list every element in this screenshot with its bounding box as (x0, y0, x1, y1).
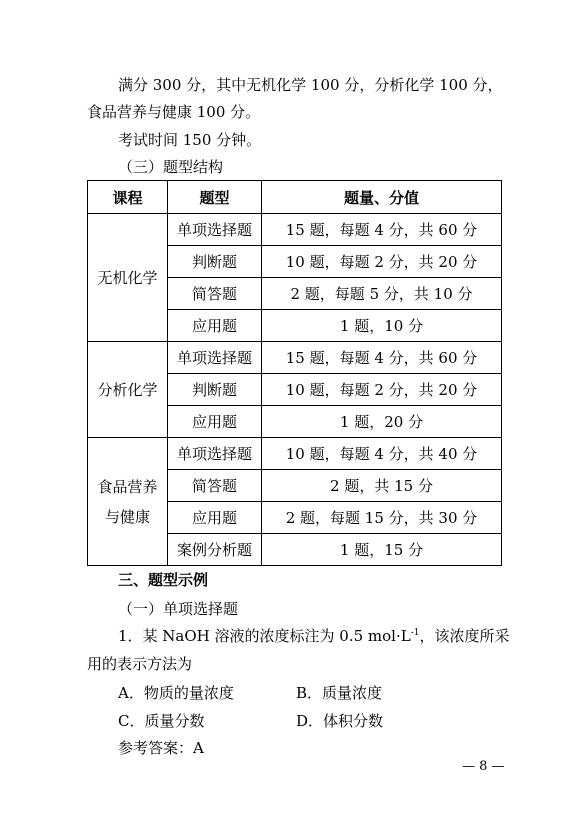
table-row (88, 342, 502, 374)
option-c: C．质量分数 (118, 712, 205, 730)
score-cell: 1 题，20 分 (262, 406, 502, 438)
score-cell: 2 题，共 15 分 (262, 470, 502, 502)
intro-line-2: 食品营养与健康 100 分。 (87, 103, 261, 121)
score-cell: 1 题，15 分 (262, 534, 502, 566)
type-cell: 案例分析题 (168, 534, 262, 566)
header-type: 题型 (168, 181, 262, 214)
question-1-line-2: 用的表示方法为 (87, 655, 193, 673)
score-cell: 10 题，每题 2 分，共 20 分 (262, 374, 502, 406)
intro-line-3: 考试时间 150 分钟。 (118, 131, 262, 149)
question-structure-table (87, 180, 502, 566)
course-line-1: 食品营养 (97, 477, 158, 496)
type-cell: 判断题 (168, 246, 262, 278)
score-cell: 2 题，每题 5 分，共 10 分 (262, 278, 502, 310)
course-line-2: 与健康 (104, 507, 150, 526)
type-cell: 单项选择题 (168, 438, 262, 470)
table-row (88, 438, 502, 470)
type-cell: 应用题 (168, 406, 262, 438)
course-cell (88, 438, 168, 566)
intro-line-1: 满分 300 分，其中无机化学 100 分，分析化学 100 分， (118, 76, 503, 94)
page-number: — 8 — (462, 759, 505, 774)
option-a: A．物质的量浓度 (118, 684, 234, 702)
type-cell: 应用题 (168, 310, 262, 342)
question-1-prefix: 1．某 NaOH 溶液的浓度标注为 0.5 mol·L (118, 627, 411, 645)
option-d: D．体积分数 (296, 712, 384, 730)
question-1-superscript: -1 (410, 628, 420, 638)
table-row (88, 214, 502, 246)
score-cell: 10 题，每题 4 分，共 40 分 (262, 438, 502, 470)
question-1-suffix: ，该浓度所采 (419, 627, 510, 645)
score-cell: 2 题，每题 15 分，共 30 分 (262, 502, 502, 534)
type-cell: 单项选择题 (168, 342, 262, 374)
type-cell: 应用题 (168, 502, 262, 534)
type-cell: 简答题 (168, 278, 262, 310)
subsection-1-title: （一）单项选择题 (118, 600, 239, 618)
score-cell: 15 题，每题 4 分，共 60 分 (262, 214, 502, 246)
header-score: 题量、分值 (262, 181, 502, 214)
score-cell: 10 题，每题 2 分，共 20 分 (262, 246, 502, 278)
course-cell: 分析化学 (88, 342, 168, 438)
answer-line: 参考答案：A (118, 739, 204, 757)
option-b: B．质量浓度 (296, 684, 383, 702)
question-1-line-1 (118, 626, 510, 646)
type-cell: 单项选择题 (168, 214, 262, 246)
course-cell: 无机化学 (88, 214, 168, 342)
table-header-row (88, 181, 502, 214)
section-structure-title: （三）题型结构 (118, 158, 224, 176)
type-cell: 判断题 (168, 374, 262, 406)
section-3-title: 三、题型示例 (118, 571, 209, 589)
score-cell: 1 题，10 分 (262, 310, 502, 342)
type-cell: 简答题 (168, 470, 262, 502)
header-course: 课程 (88, 181, 168, 214)
score-cell: 15 题，每题 4 分，共 60 分 (262, 342, 502, 374)
